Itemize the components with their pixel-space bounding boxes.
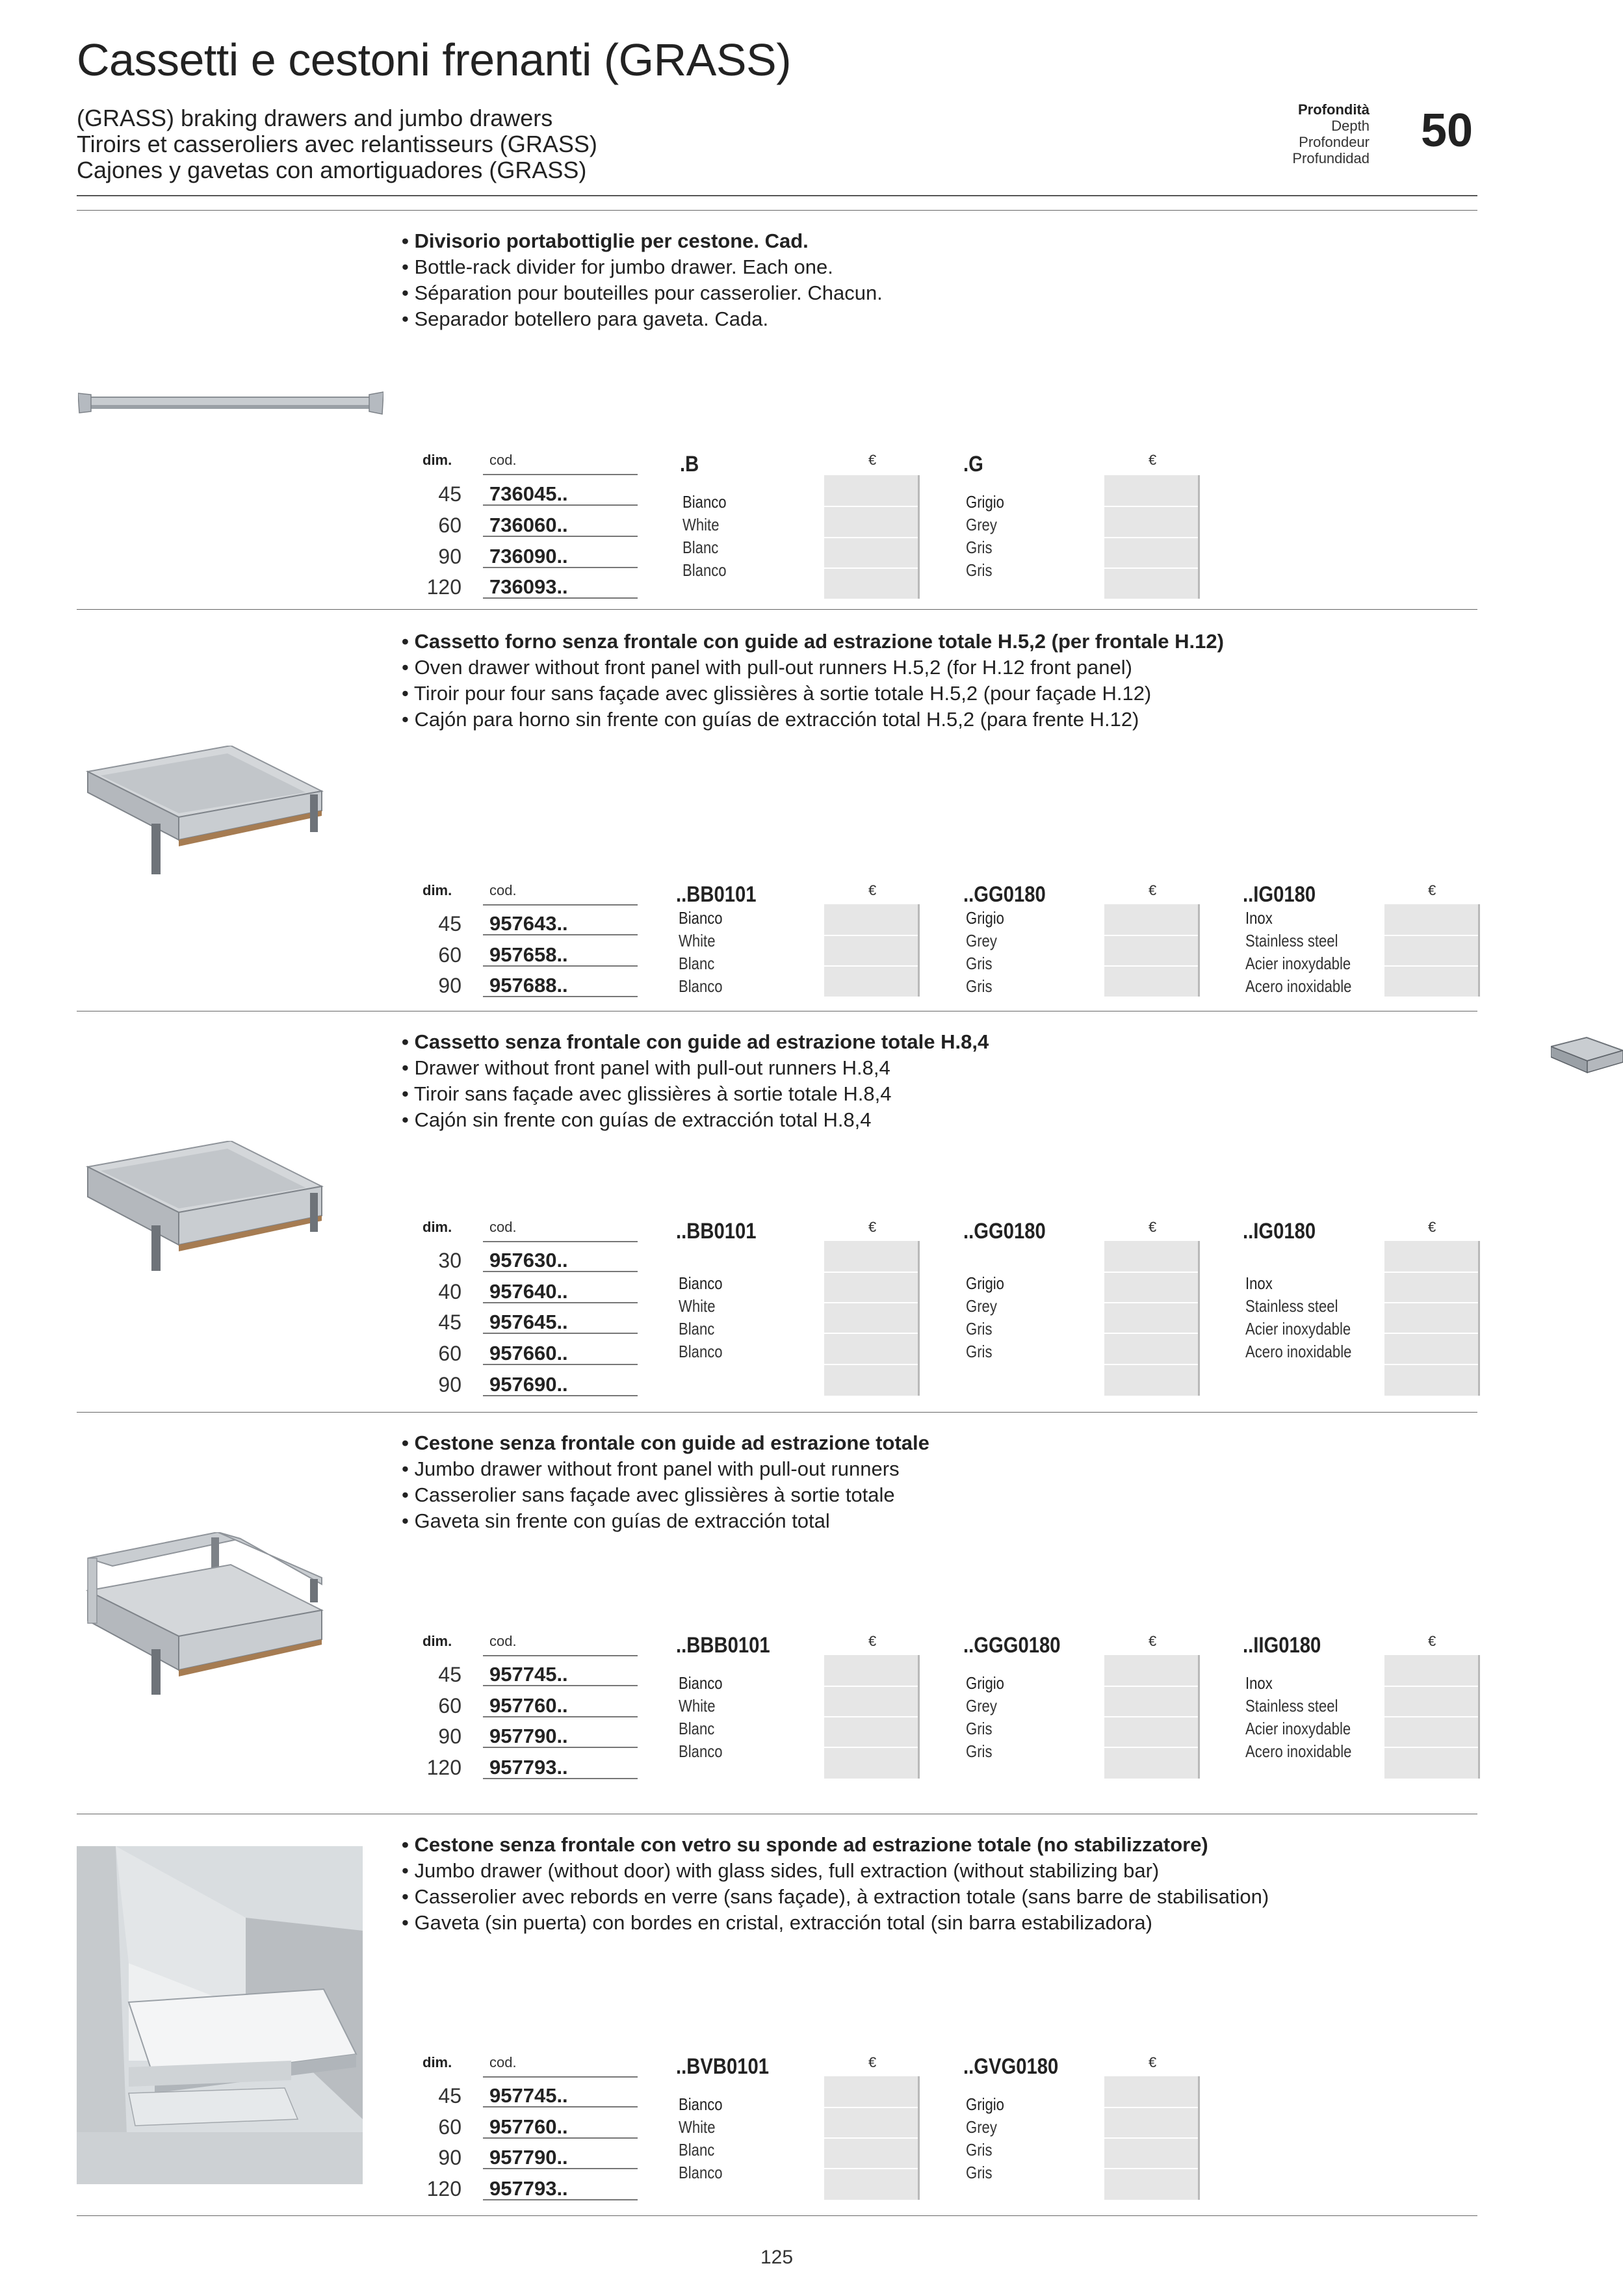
row-divider — [483, 474, 638, 475]
drawer-category-icon — [1551, 1036, 1623, 1074]
finish-code: ..GVG0180 — [963, 2054, 1059, 2079]
row-dim: 45 — [438, 2084, 461, 2107]
glass-jumbo-drawer-photo — [77, 1846, 363, 2184]
finish-names: Grigio Grey Gris Gris — [966, 1673, 1004, 1761]
finish-names: Grigio Grey Gris Gris — [966, 908, 1004, 996]
euro-label: € — [1428, 882, 1436, 898]
row-divider — [483, 1778, 638, 1779]
dim-header: dim. — [422, 1633, 452, 1649]
bullet-es: • Cajón para horno sin frente con guías de extracción total H.5,2 (para frente H.12) — [402, 708, 1139, 731]
bullet-en: • Oven drawer without front panel with pull-out runners H.5,2 (for H.12 front panel) — [402, 656, 1132, 679]
finish-code: ..BB0101 — [676, 882, 757, 907]
row-divider — [483, 996, 638, 997]
finish-code: .G — [963, 452, 983, 476]
euro-label: € — [1149, 2054, 1157, 2070]
bullet-en: • Drawer without front panel with pull-out runners H.8,4 — [402, 1056, 890, 1079]
page-subtitles — [77, 105, 597, 183]
row-dim: 40 — [438, 1280, 461, 1303]
row-dim: 90 — [438, 974, 461, 997]
bullet-it: • Divisorio portabottiglie per cestone. Cad. — [402, 229, 809, 252]
depth-labels — [1292, 101, 1370, 166]
finish-code: ..GGG0180 — [963, 1633, 1061, 1658]
dim-header: dim. — [422, 2054, 452, 2070]
row-divider — [483, 1241, 638, 1242]
finish-names: Inox Stainless steel Acier inoxydable Acero inoxidable — [1245, 1273, 1352, 1361]
dim-header: dim. — [422, 1219, 452, 1235]
bullet-it: • Cassetto forno senza frontale con guide ad estrazione totale H.5,2 (per frontale H.12) — [402, 630, 1224, 653]
euro-label: € — [1149, 452, 1157, 468]
row-code: 957688.. — [489, 974, 568, 997]
subtitle-fr: Tiroirs et casseroliers avec relantisseurs (GRASS) — [77, 131, 597, 157]
finish-code: ..GG0180 — [963, 1219, 1046, 1244]
cod-header: cod. — [489, 2054, 517, 2070]
depth-label-es: Profundidad — [1292, 150, 1370, 166]
price-field[interactable] — [824, 2076, 920, 2200]
row-code: 957660.. — [489, 1342, 568, 1364]
bottle-rack-divider-image — [78, 385, 383, 424]
header-divider-2 — [77, 210, 1477, 211]
row-code: 957745.. — [489, 2084, 568, 2107]
row-dim: 60 — [438, 1694, 461, 1717]
euro-label: € — [868, 452, 877, 468]
bullet-es: • Gaveta (sin puerta) con bordes en cristal, extracción total (sin barra estabilizadora) — [402, 1911, 1152, 1934]
subtitle-es: Cajones y gavetas con amortiguadores (GRASS) — [77, 157, 587, 183]
page-title: Cassetti e cestoni frenanti (GRASS) — [77, 34, 792, 85]
row-code: 957790.. — [489, 2146, 568, 2169]
row-dim: 90 — [438, 1373, 461, 1396]
row-divider — [483, 1685, 638, 1686]
finish-names: Bianco White Blanc Blanco — [679, 1673, 723, 1761]
euro-label: € — [1428, 1219, 1436, 1235]
header-divider — [77, 195, 1477, 196]
cod-header: cod. — [489, 452, 517, 468]
finish-names: Inox Stainless steel Acier inoxydable Acero inoxidable — [1245, 908, 1352, 996]
finish-code: ..IG0180 — [1243, 882, 1316, 907]
description-bullets — [402, 1430, 929, 1534]
row-divider — [483, 1302, 638, 1303]
finish-names: Grigio Grey Gris Gris — [966, 492, 1004, 580]
row-dim: 60 — [438, 943, 461, 967]
euro-label: € — [868, 1633, 877, 1649]
row-code: 736090.. — [489, 545, 568, 567]
row-divider — [483, 2076, 638, 2078]
depth-label-en: Depth — [1331, 118, 1370, 134]
row-divider — [483, 1716, 638, 1717]
price-field[interactable] — [1384, 904, 1480, 997]
bullet-es: • Gaveta sin frente con guías de extracción total — [402, 1509, 830, 1532]
finish-names: Bianco White Blanc Blanco — [679, 2094, 723, 2182]
row-divider — [483, 504, 638, 506]
row-divider — [483, 597, 638, 599]
bullet-en: • Jumbo drawer without front panel with pull-out runners — [402, 1457, 900, 1480]
row-divider — [483, 567, 638, 568]
bullet-en: • Jumbo drawer (without door) with glass sides, full extraction (without stabilizing bar) — [402, 1859, 1160, 1882]
finish-code: ..IG0180 — [1243, 1219, 1316, 1244]
euro-label: € — [868, 1219, 877, 1235]
row-divider — [483, 2199, 638, 2200]
finish-names: Bianco White Blanc Blanco — [679, 1273, 723, 1361]
cod-header: cod. — [489, 1633, 517, 1649]
finish-names: Bianco White Blanc Blanco — [682, 492, 727, 580]
finish-names: Grigio Grey Gris Gris — [966, 2094, 1004, 2182]
bullet-fr: • Casserolier sans façade avec glissières à sortie totale — [402, 1483, 895, 1506]
row-divider — [483, 1747, 638, 1748]
row-code: 736060.. — [489, 514, 568, 536]
page-number: 125 — [760, 2247, 794, 2268]
row-divider — [483, 904, 638, 906]
row-dim: 60 — [438, 2115, 461, 2139]
row-code: 957640.. — [489, 1280, 568, 1303]
row-dim: 60 — [438, 514, 461, 537]
dim-header: dim. — [422, 452, 452, 468]
row-dim: 90 — [438, 1725, 461, 1748]
section-divider — [77, 609, 1477, 610]
description-bullets — [402, 1029, 989, 1133]
euro-label: € — [1428, 1633, 1436, 1649]
row-divider — [483, 1271, 638, 1272]
bullet-es: • Separador botellero para gaveta. Cada. — [402, 307, 769, 330]
bullet-en: • Bottle-rack divider for jumbo drawer. Each one. — [402, 255, 833, 278]
description-bullets — [402, 228, 883, 332]
row-dim: 45 — [438, 912, 461, 935]
row-dim: 90 — [438, 2146, 461, 2169]
row-code: 957760.. — [489, 2115, 568, 2138]
row-divider — [483, 1395, 638, 1396]
finish-code: ..IIG0180 — [1243, 1633, 1321, 1658]
price-field[interactable] — [1104, 475, 1200, 599]
row-dim: 45 — [438, 1311, 461, 1334]
depth-label-fr: Profondeur — [1299, 134, 1370, 150]
row-divider — [483, 1333, 638, 1334]
row-code: 957745.. — [489, 1663, 568, 1686]
finish-code: ..BVB0101 — [676, 2054, 770, 2079]
row-code: 957645.. — [489, 1311, 568, 1333]
price-field[interactable] — [824, 1655, 920, 1779]
dim-header: dim. — [422, 882, 452, 898]
euro-label: € — [1149, 1633, 1157, 1649]
finish-names: Inox Stainless steel Acier inoxydable Acero inoxidable — [1245, 1673, 1352, 1761]
row-code: 957793.. — [489, 2177, 568, 2200]
row-code: 957760.. — [489, 1694, 568, 1717]
row-divider — [483, 2137, 638, 2139]
row-code: 957790.. — [489, 1725, 568, 1747]
jumbo-drawer-image — [81, 1532, 328, 1701]
bullet-es: • Cajón sin frente con guías de extracción total H.8,4 — [402, 1108, 872, 1131]
euro-label: € — [868, 882, 877, 898]
depth-label-it: Profondità — [1298, 101, 1370, 118]
bullet-fr: • Tiroir sans façade avec glissières à sortie totale H.8,4 — [402, 1082, 892, 1105]
row-dim: 60 — [438, 1342, 461, 1365]
footer-divider — [77, 2215, 1477, 2216]
finish-code: ..GG0180 — [963, 882, 1046, 907]
row-code: 736045.. — [489, 482, 568, 505]
row-divider — [483, 536, 638, 537]
price-field[interactable] — [1104, 1241, 1200, 1396]
depth-value: 50 — [1421, 105, 1474, 157]
finish-names: Bianco White Blanc Blanco — [679, 908, 723, 996]
euro-label: € — [1149, 882, 1157, 898]
row-dim: 30 — [438, 1249, 461, 1272]
finish-code: ..BBB0101 — [676, 1633, 770, 1658]
row-code: 957658.. — [489, 943, 568, 966]
section-divider — [77, 1412, 1477, 1413]
bullet-it: • Cassetto senza frontale con guide ad estrazione totale H.8,4 — [402, 1030, 989, 1053]
row-divider — [483, 934, 638, 935]
euro-label: € — [1149, 1219, 1157, 1235]
row-code: 957690.. — [489, 1373, 568, 1396]
bullet-it: • Cestone senza frontale con vetro su sponde ad estrazione totale (no stabilizzatore) — [402, 1833, 1208, 1856]
price-field[interactable] — [1384, 1655, 1480, 1779]
finish-code: .B — [680, 452, 699, 476]
price-field[interactable] — [1104, 1655, 1200, 1779]
euro-label: € — [868, 2054, 877, 2070]
row-code: 957793.. — [489, 1756, 568, 1779]
bullet-fr: • Casserolier avec rebords en verre (sans façade), à extraction totale (sans barre de stabilisation) — [402, 1885, 1269, 1908]
bullet-fr: • Tiroir pour four sans façade avec glissières à sortie totale H.5,2 (pour façade H.12) — [402, 682, 1152, 705]
finish-names: Grigio Grey Gris Gris — [966, 1273, 1004, 1361]
row-dim: 120 — [426, 2177, 461, 2200]
description-bullets — [402, 629, 1224, 733]
cod-header: cod. — [489, 1219, 517, 1235]
cod-header: cod. — [489, 882, 517, 898]
row-divider — [483, 1655, 638, 1656]
price-field[interactable] — [824, 904, 920, 997]
bullet-fr: • Séparation pour bouteilles pour casserolier. Chacun. — [402, 281, 883, 304]
row-divider — [483, 2106, 638, 2107]
price-field[interactable] — [1104, 2076, 1200, 2200]
row-code: 957630.. — [489, 1249, 568, 1272]
price-field[interactable] — [1384, 1241, 1480, 1396]
row-divider — [483, 2168, 638, 2169]
description-bullets — [402, 1832, 1269, 1936]
row-divider — [483, 1364, 638, 1365]
row-dim: 120 — [426, 1756, 461, 1779]
row-dim: 45 — [438, 1663, 461, 1686]
price-field[interactable] — [824, 475, 920, 599]
price-field[interactable] — [1104, 904, 1200, 997]
price-field[interactable] — [824, 1241, 920, 1396]
row-dim: 120 — [426, 575, 461, 599]
row-divider — [483, 965, 638, 967]
oven-drawer-image — [81, 746, 328, 882]
drawer-image — [81, 1141, 328, 1277]
row-dim: 90 — [438, 545, 461, 568]
bullet-it: • Cestone senza frontale con guide ad estrazione totale — [402, 1431, 929, 1454]
subtitle-en: (GRASS) braking drawers and jumbo drawers — [77, 105, 553, 131]
row-dim: 45 — [438, 482, 461, 506]
row-code: 957643.. — [489, 912, 568, 935]
finish-code: ..BB0101 — [676, 1219, 757, 1244]
row-code: 736093.. — [489, 575, 568, 598]
